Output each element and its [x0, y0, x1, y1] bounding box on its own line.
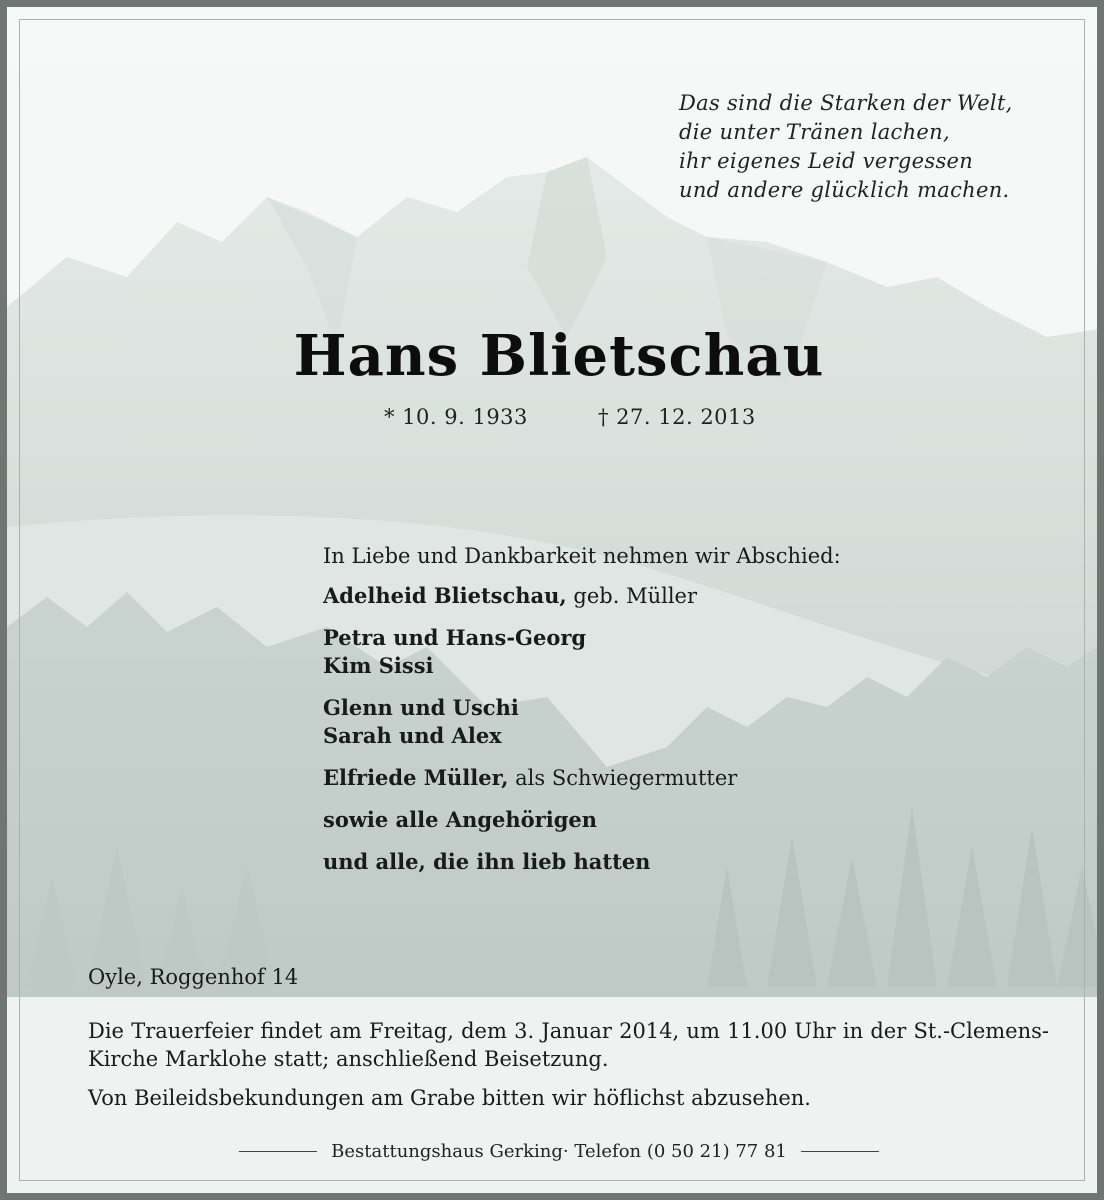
- family-group-1: [323, 624, 841, 652]
- condolence-note: Von Beileidsbekundungen am Grabe bitten wir höflichst abzusehen.: [88, 1086, 811, 1110]
- family-group-2-line-2: Sarah und Alex: [323, 723, 502, 748]
- mother-in-law-name: Elfriede Müller,: [323, 765, 509, 790]
- mother-in-law-note: als Schwiegermutter: [508, 766, 738, 790]
- spouse-name: Adelheid Blietschau,: [323, 583, 567, 608]
- family-group-1-line-1: Petra und Hans-Georg: [323, 625, 587, 650]
- footer-rule-right: [801, 1151, 879, 1152]
- farewell-intro: In Liebe und Dankbarkeit nehmen wir Abschied:: [323, 544, 841, 568]
- ceremony-notice: Die Trauerfeier findet am Freitag, dem 3. Januar 2014, um 11.00 Uhr in der St.-Clemens-Kirche Marklohe statt; anschließend Beisetzung.: [88, 1019, 1049, 1071]
- family-group-1-line-2: Kim Sissi: [323, 653, 434, 678]
- relatives-line: sowie alle Angehörigen: [323, 807, 598, 832]
- family-list: [323, 543, 841, 876]
- spouse-note: geb. Müller: [566, 584, 698, 608]
- quote-line: und andere glücklich machen.: [679, 178, 1010, 202]
- footer-rule-left: [239, 1151, 317, 1152]
- quote-line: Das sind die Starken der Welt,: [679, 91, 1013, 115]
- family-group-2: [323, 694, 841, 722]
- family-group-2-row-2: [323, 722, 841, 750]
- quote-line: ihr eigenes Leid vergessen: [679, 149, 974, 173]
- others-line: und alle, die ihn lieb hatten: [323, 849, 651, 874]
- funeral-home-footer: [7, 1141, 1104, 1162]
- memorial-quote: [679, 89, 1013, 205]
- birth-date: * 10. 9. 1933: [384, 405, 528, 429]
- relatives-row: [323, 806, 841, 834]
- quote-line: die unter Tränen lachen,: [679, 120, 950, 144]
- death-date: † 27. 12. 2013: [598, 405, 756, 429]
- family-group-2-line-1: Glenn und Uschi: [323, 695, 519, 720]
- funeral-home-contact: Bestattungshaus Gerking· Telefon (0 50 21) 77 81: [331, 1141, 787, 1162]
- deceased-name: Hans Blietschau: [293, 323, 825, 389]
- mother-in-law-line: [323, 764, 841, 792]
- spouse-line: [323, 582, 841, 610]
- family-address: Oyle, Roggenhof 14: [88, 965, 299, 989]
- family-group-1-row-2: [323, 652, 841, 680]
- others-row: [323, 848, 841, 876]
